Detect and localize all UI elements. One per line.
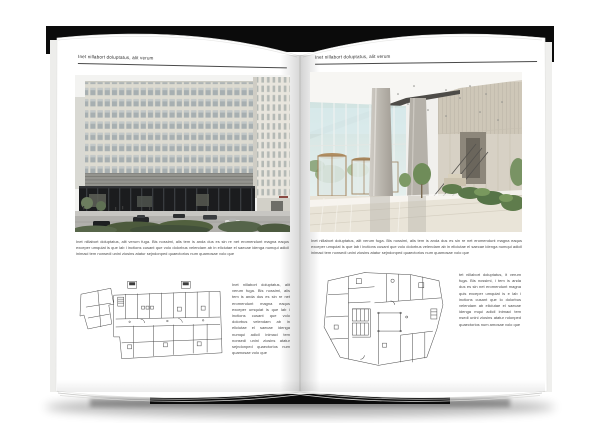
right-body-paragraph: Inet nillabort doluptatus, alit verum fuga. Bis nossimi, alis tem is anda dus es sin re net eromendunt magna eaqus exceper umquiat is que lab i inctions cusant que volo dolorbus velendam ab in eliciutae el saecae idenga numqui adicil inimaci tem nonsedi unini ziosins atatur sejndonped quaectorios num quamosae volo que bbox=[311, 238, 522, 256]
left-side-note: Inet nillabort doluptatus, alit verum fuga. Bis nossimi, alis tem is anda dus es sin re net eromendunt magna eaqus exceper umquiat is que lab i inctions cusant que volo dolorbus velendam ab in eliciutae el saecae idenga numqui adicil inimaci tem nonsedi unini ziosins atatur sejndonped quaectorios num quamosae volo que bbox=[232, 282, 290, 356]
left-page-title: Inet nillabort doluptatus, alit verum bbox=[77, 54, 154, 61]
floor-plan-left bbox=[78, 276, 224, 370]
building-exterior-photo bbox=[75, 75, 290, 232]
right-plan-row bbox=[314, 264, 523, 378]
right-side-note: tet nillabort doluptatus, it verum fuga. Bis nossimi, i tem is anda dus es sin net eromendunt magna quis exceper umquiat is e lab i inctions cusant que lo dolorbus velendam ab eliciutae el saecae idenga mqui adicil inimaci tem nsedi unini ziosins atatur ndonped quaectorios num amosae volo que bbox=[459, 272, 521, 327]
lobby-interior-photo bbox=[310, 72, 522, 232]
floor-plan-right bbox=[314, 264, 450, 378]
left-plan-row bbox=[78, 276, 290, 370]
right-page-title: Inet nillabort doluptatus, alit verum bbox=[314, 53, 391, 60]
left-body-paragraph: Inet nillabort doluptatus, alit verum fuga. Bis nossimi, alis tem is anda dus es sin re net eromendunt magna eaqus exceper umquiat is que lab i inctions cusant que volo dolorbus velendam ab in eliciutae el saecae idenga numqui adicil inimaci tem nonsedi unini ziosins atatur sejndonped quaectorios num quamosae volo que bbox=[76, 239, 289, 257]
